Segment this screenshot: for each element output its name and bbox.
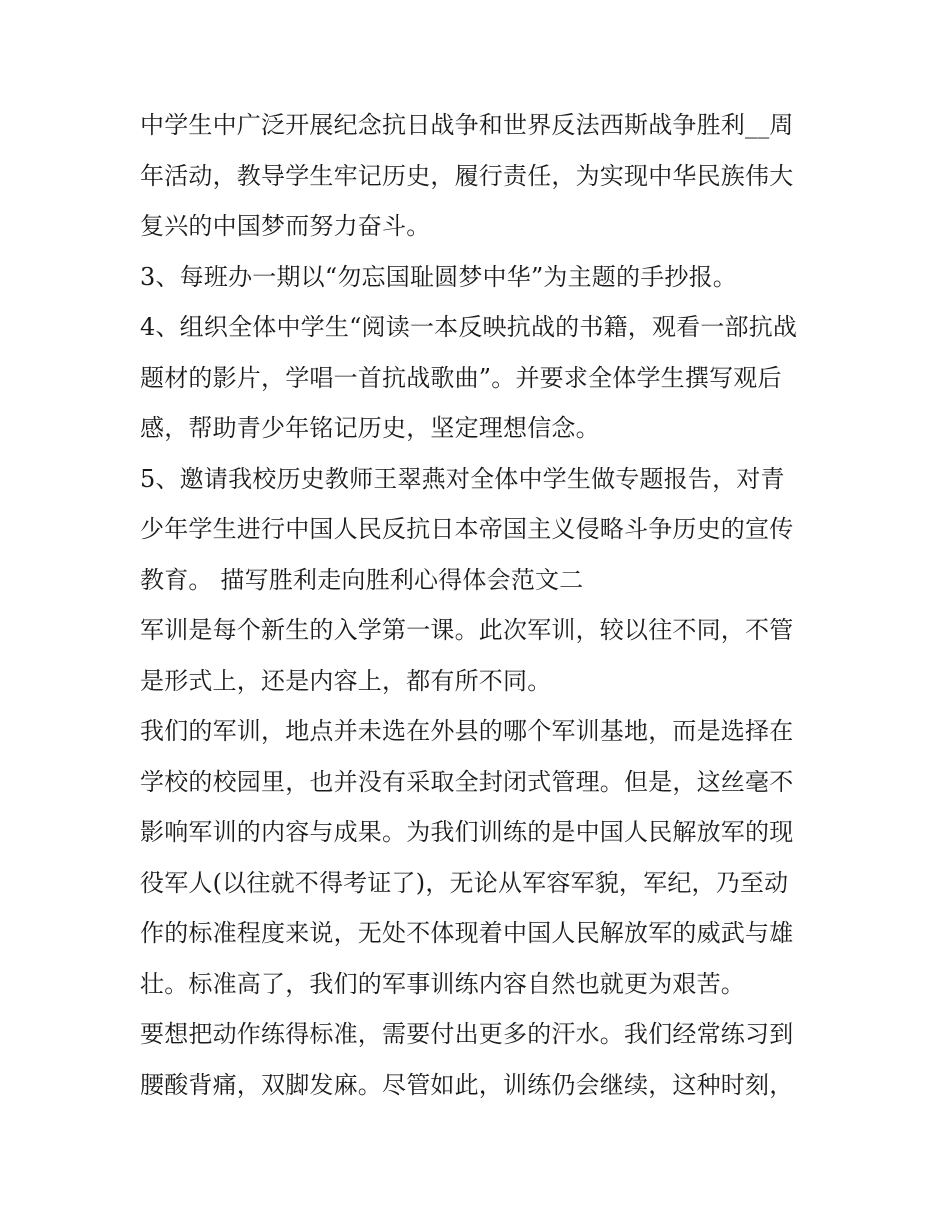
text-line: 教育。 描写胜利走向胜利心得体会范文二 (140, 565, 584, 594)
text-line: 中学生中广泛开展纪念抗日战争和世界反法西斯战争胜利__周 (140, 111, 794, 139)
text-line: 军训是每个新生的入学第一课。此次军训，较以往不同，不管 (140, 616, 794, 644)
text-line: 影响军训的内容与成果。为我们训练的是中国人民解放军的现 (140, 818, 794, 846)
text-line: 是形式上，还是内容上，都有所不同。 (140, 666, 552, 695)
text-line: 4、组织全体中学生“阅读一本反映抗战的书籍，观看一部抗战 (140, 313, 798, 341)
text-line: 学校的校园里，也并没有采取全封闭式管理。但是，这丝毫不 (140, 767, 794, 796)
text-line: 感，帮助青少年铭记历史，坚定理想信念。 (140, 414, 600, 442)
text-line: 年活动，教导学生牢记历史，履行责任，为实现中华民族伟大 (140, 161, 794, 190)
text-line: 役军人(以往就不得考证了)，无论从军容军貌，军纪，乃至动 (140, 868, 789, 897)
text-line: 复兴的中国梦而努力奋斗。 (140, 212, 431, 240)
document-body (140, 100, 820, 1110)
text-line: 作的标准程度来说，无处不体现着中国人民解放军的威武与雄 (140, 919, 794, 947)
text-line: 5、邀请我校历史教师王翠燕对全体中学生做专题报告，对青 (140, 464, 785, 493)
text-line: 题材的影片，学唱一首抗战歌曲”。并要求全体学生撰写观后 (140, 363, 782, 392)
text-line: 我们的军训，地点并未选在外县的哪个军训基地，而是选择在 (140, 717, 794, 745)
text-line: 壮。标准高了，我们的军事训练内容自然也就更为艰苦。 (140, 969, 745, 998)
text-line: 3、每班办一期以“勿忘国耻圆梦中华”为主题的手抄报。 (140, 262, 738, 291)
text-line: 要想把动作练得标准，需要付出更多的汗水。我们经常练习到 (140, 1020, 794, 1048)
text-line: 腰酸背痛，双脚发麻。尽管如此，训练仍会继续，这种时刻， (140, 1070, 794, 1099)
text-line: 少年学生进行中国人民反抗日本帝国主义侵略斗争历史的宣传 (140, 515, 794, 543)
